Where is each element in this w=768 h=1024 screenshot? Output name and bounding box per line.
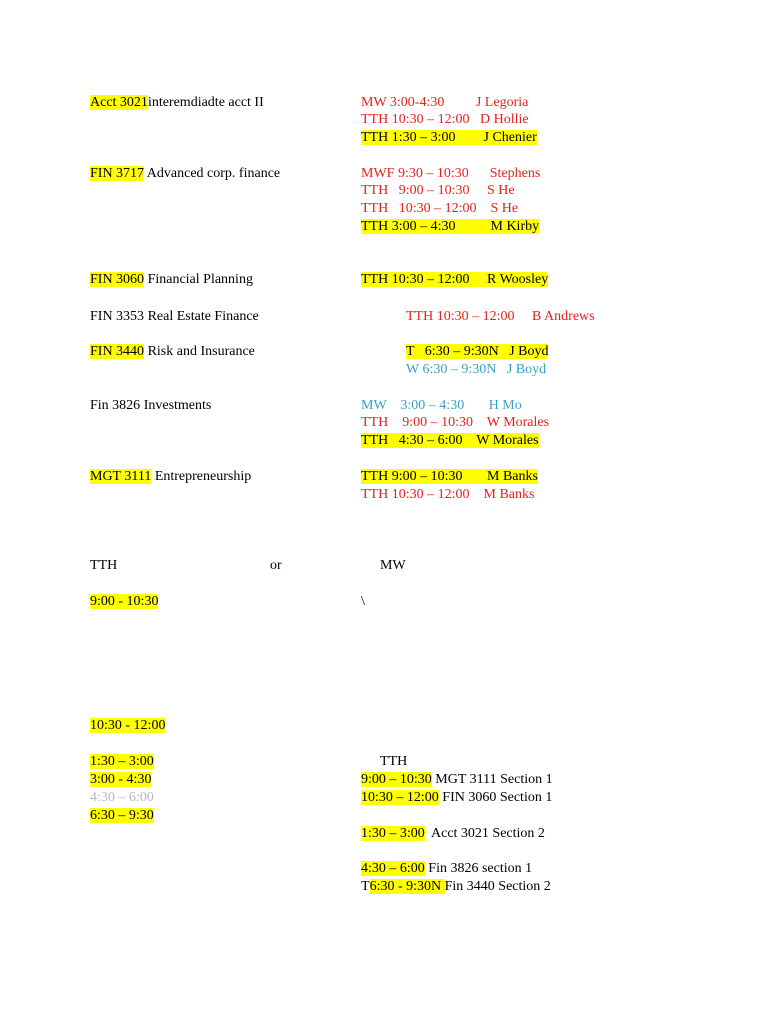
section-line: TTH 9:00 – 10:30 M Banks xyxy=(361,469,538,484)
schedule-item xyxy=(361,860,532,877)
course-code: Fin 3826 xyxy=(90,398,141,413)
schedule-item xyxy=(361,771,553,788)
schedule-header: TTH xyxy=(380,754,408,769)
schedule-prefix: T xyxy=(361,879,370,894)
section-line: TTH 1:30 – 3:00 J Chenier xyxy=(361,130,537,145)
time-slot: 6:30 – 9:30 xyxy=(90,808,154,823)
section-line: TTH 10:30 – 12:00 R Woosley xyxy=(361,272,549,287)
schedule-time: 10:30 – 12:00 xyxy=(361,790,439,805)
course-code: FIN 3440 xyxy=(90,344,145,359)
course-code: FIN 3717 xyxy=(90,166,145,181)
section-line: MW 3:00 – 4:30 H Mo xyxy=(361,398,522,413)
section-line: TTH 10:30 – 12:00 B Andrews xyxy=(406,309,595,324)
schedule-time: 4:30 – 6:00 xyxy=(361,861,425,876)
course-title-line xyxy=(90,397,211,414)
section-line: TTH 3:00 – 4:30 M Kirby xyxy=(361,219,540,234)
course-title: Advanced corp. finance xyxy=(146,166,281,181)
schedule-item xyxy=(361,825,545,842)
time-slot: 10:30 - 12:00 xyxy=(90,718,166,733)
schedule-desc: Acct 3021 Section 2 xyxy=(424,826,545,841)
course-title-line xyxy=(90,468,251,485)
backslash-mark: \ xyxy=(361,594,365,609)
time-slot: 3:00 - 4:30 xyxy=(90,772,152,787)
course-title: interemdiadte acct II xyxy=(147,95,264,110)
course-code: MGT 3111 xyxy=(90,469,152,484)
schedule-item xyxy=(361,789,552,806)
section-line: TTH 4:30 – 6:00 W Morales xyxy=(361,433,539,448)
section-line: MWF 9:30 – 10:30 Stephens xyxy=(361,166,541,181)
time-slot: 9:00 - 10:30 xyxy=(90,594,159,609)
schedule-desc: Fin 3440 Section 2 xyxy=(444,879,551,894)
course-code: FIN 3060 xyxy=(90,272,145,287)
section-line: MW 3:00-4:30 J Legoria xyxy=(361,95,529,110)
course-title: Investments xyxy=(143,398,212,413)
section-line: W 6:30 – 9:30N J Boyd xyxy=(406,362,547,377)
choice-right: MW xyxy=(380,558,406,573)
choice-left: TTH xyxy=(90,558,118,573)
schedule-time: 1:30 – 3:00 xyxy=(361,826,425,841)
schedule-item xyxy=(361,878,551,895)
section-line: TTH 10:30 – 12:00 M Banks xyxy=(361,487,535,502)
course-code: FIN 3353 xyxy=(90,309,145,324)
course-title: Entrepreneurship xyxy=(154,469,252,484)
course-title: Financial Planning xyxy=(147,272,253,287)
course-title-line xyxy=(90,165,280,182)
time-slot: 1:30 – 3:00 xyxy=(90,754,154,769)
schedule-desc: MGT 3111 Section 1 xyxy=(431,772,553,787)
course-title: Risk and Insurance xyxy=(147,344,255,359)
section-line: TTH 10:30 – 12:00 S He xyxy=(361,201,519,216)
course-title-line xyxy=(90,271,253,288)
course-title: Real Estate Finance xyxy=(147,309,259,324)
section-line: TTH 9:00 – 10:30 S He xyxy=(361,183,515,198)
section-line: TTH 9:00 – 10:30 W Morales xyxy=(361,415,550,430)
schedule-time: 6:30 - 9:30N xyxy=(369,879,445,894)
course-title-line xyxy=(90,343,255,360)
course-title-line xyxy=(90,94,264,111)
course-title-line xyxy=(90,308,259,325)
choice-or: or xyxy=(270,558,282,573)
schedule-time: 9:00 – 10:30 xyxy=(361,772,432,787)
schedule-desc: FIN 3060 Section 1 xyxy=(438,790,553,805)
section-line: T 6:30 – 9:30N J Boyd xyxy=(406,344,549,359)
course-code: Acct 3021 xyxy=(90,95,148,110)
time-slot-faded: 4:30 – 6:00 xyxy=(90,790,154,805)
section-line: TTH 10:30 – 12:00 D Hollie xyxy=(361,112,529,127)
schedule-desc: Fin 3826 section 1 xyxy=(424,861,533,876)
